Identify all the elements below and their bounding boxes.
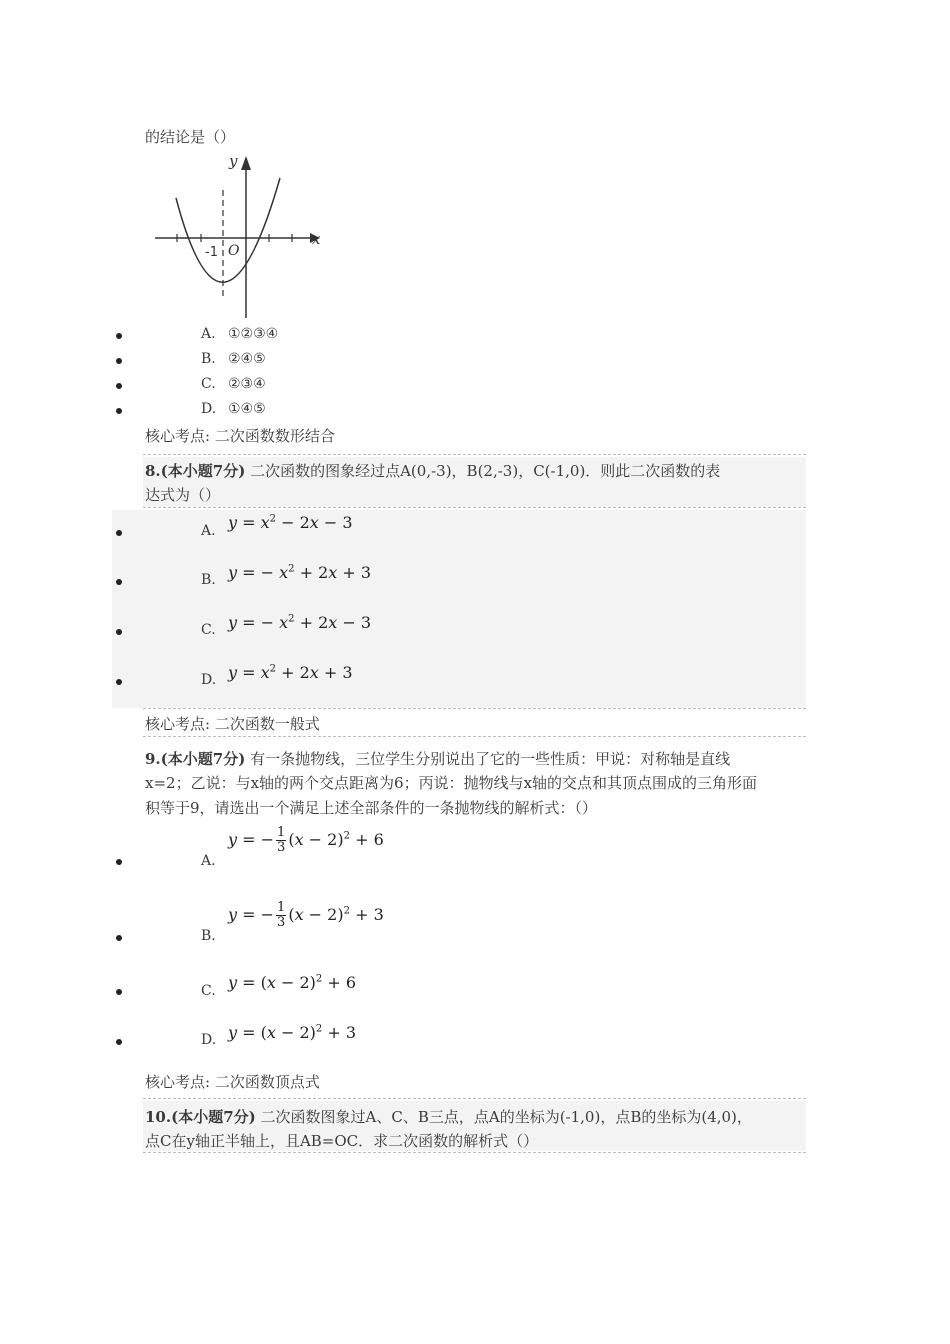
- q7-option-a-text[interactable]: ①②③④: [228, 326, 279, 342]
- q7-core-topic: 核心考点: 二次函数数形结合: [145, 427, 335, 445]
- q8-core-topic: 核心考点: 二次函数一般式: [145, 715, 320, 733]
- q9-option-d-formula[interactable]: $y = (x - 2)^2 + 3$: [228, 1023, 357, 1042]
- q9-option-a-formula[interactable]: y = − $\frac{1}{3}$ $(x - 2)^2 + 6$: [228, 825, 384, 855]
- q9-option-d-letter[interactable]: D.: [201, 1032, 217, 1048]
- q7-stem-tail: 的结论是（）: [145, 128, 236, 146]
- q7-option-d-text[interactable]: ①④⑤: [228, 401, 266, 417]
- q7-parabola-graph: [150, 150, 330, 322]
- bullet: [116, 358, 122, 364]
- q9-option-b-letter[interactable]: B.: [201, 928, 216, 944]
- q7-option-c-letter[interactable]: C.: [201, 376, 216, 392]
- q7-option-a-letter[interactable]: A.: [201, 326, 216, 342]
- bullet: [116, 629, 122, 635]
- minus-one-label: -1: [205, 245, 218, 260]
- q8-option-b-formula[interactable]: y = − $x^2 + 2x + 3$: [228, 563, 372, 582]
- q7-option-d-letter[interactable]: D.: [201, 401, 217, 417]
- origin-label: O: [228, 243, 240, 259]
- q10-stem-line1: 10.(本小题7分) 二次函数图象过A、C、B三点，点A的坐标为(-1,0)，点B的坐标为(4,0)，: [145, 1108, 752, 1126]
- q8-option-a-letter[interactable]: A.: [201, 523, 216, 539]
- q8-option-c-formula[interactable]: y = − $x^2 + 2x - 3$: [228, 613, 372, 632]
- q7-option-c-text[interactable]: ②③④: [228, 376, 266, 392]
- q9-stem-line2: x=2；乙说：与x轴的两个交点距离为6；丙说：抛物线与x轴的交点和其顶点围成的三角形面: [145, 774, 758, 792]
- q8-stem-line1: 8.(本小题7分) 二次函数的图象经过点A(0,-3)，B(2,-3)，C(-1,0)．则此二次函数的表: [145, 462, 721, 480]
- bullet: [116, 333, 122, 339]
- parabola-curve: [176, 178, 280, 282]
- q9-core-topic: 核心考点: 二次函数顶点式: [145, 1073, 320, 1091]
- bullet: [116, 1039, 122, 1045]
- bullet: [116, 579, 122, 585]
- q7-option-b-text[interactable]: ②④⑤: [228, 351, 266, 367]
- bullet: [116, 859, 122, 865]
- q7-option-b-letter[interactable]: B.: [201, 351, 216, 367]
- bullet: [116, 935, 122, 941]
- q9-option-a-letter[interactable]: A.: [201, 853, 216, 869]
- bullet: [116, 989, 122, 995]
- q8-stem-line2: 达式为（）: [145, 486, 221, 504]
- q9-option-b-formula[interactable]: y = − $\frac{1}{3}$ $(x - 2)^2 + 3$: [228, 900, 384, 930]
- q9-stem-line3: 积等于9，请选出一个满足上述全部条件的一条抛物线的解析式：（）: [145, 799, 598, 817]
- q8-option-d-letter[interactable]: D.: [201, 672, 217, 688]
- q8-option-b-letter[interactable]: B.: [201, 572, 216, 588]
- bullet: [116, 383, 122, 389]
- x-axis-label: x: [312, 230, 321, 248]
- bullet: [116, 679, 122, 685]
- q8-option-d-formula[interactable]: $y = x^2 + 2x + 3$: [228, 663, 353, 682]
- q8-option-c-letter[interactable]: C.: [201, 622, 216, 638]
- q9-option-c-formula[interactable]: $y = (x - 2)^2 + 6$: [228, 973, 357, 992]
- q10-stem-line2: 点C在y轴正半轴上，且AB=OC．求二次函数的解析式（）: [145, 1132, 539, 1150]
- q9-stem-line1: 9.(本小题7分) 有一条抛物线，三位学生分别说出了它的一些性质：甲说：对称轴是直线: [145, 750, 731, 768]
- y-axis-arrow: [241, 156, 251, 170]
- bullet: [116, 530, 122, 536]
- bullet: [116, 408, 122, 414]
- y-axis-label: y: [229, 152, 238, 170]
- q9-option-c-letter[interactable]: C.: [201, 983, 216, 999]
- q8-option-a-formula[interactable]: $y = x^2 - 2x - 3$: [228, 513, 353, 532]
